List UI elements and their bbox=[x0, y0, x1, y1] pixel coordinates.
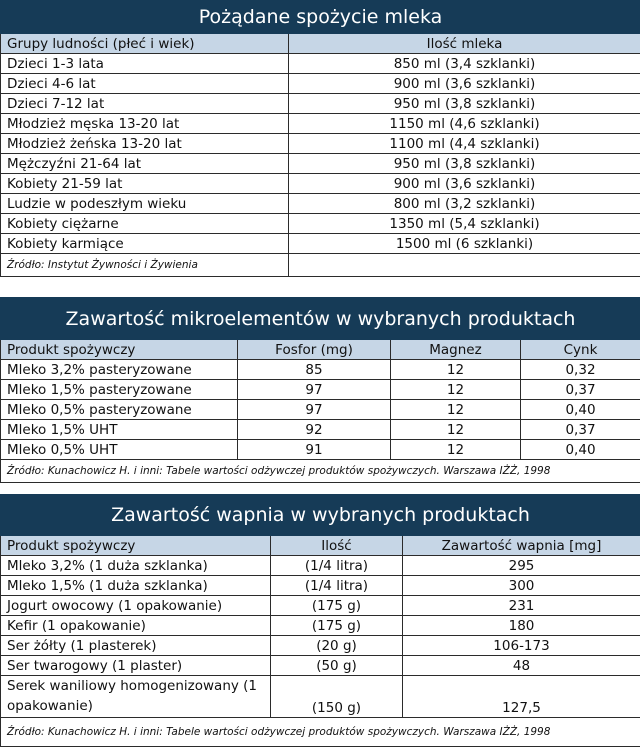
amount-cell: (20 g) bbox=[271, 636, 403, 656]
table-row bbox=[1, 656, 640, 676]
product-cell: Mleko 1,5% UHT bbox=[1, 420, 238, 440]
column-header: Produkt spożywczy bbox=[1, 536, 271, 556]
magnesium-cell: 12 bbox=[391, 440, 521, 460]
table-row bbox=[1, 214, 640, 234]
column-header: Produkt spożywczy bbox=[1, 340, 238, 360]
calcium-cell: 295 bbox=[403, 556, 640, 576]
table-row bbox=[1, 134, 640, 154]
group-cell: Kobiety karmiące bbox=[1, 234, 289, 254]
product-cell: Ser żółty (1 plasterek) bbox=[1, 636, 271, 656]
product-cell: Mleko 3,2% (1 duża szklanka) bbox=[1, 556, 271, 576]
amount-cell: 1150 ml (4,6 szklanki) bbox=[289, 114, 640, 134]
calcium-cell: 48 bbox=[403, 656, 640, 676]
product-cell: Mleko 0,5% pasteryzowane bbox=[1, 400, 238, 420]
group-cell: Kobiety ciężarne bbox=[1, 214, 289, 234]
table-row bbox=[1, 380, 640, 400]
table-row bbox=[1, 676, 640, 718]
phosphorus-cell: 97 bbox=[238, 380, 391, 400]
table-row bbox=[1, 54, 640, 74]
table-row bbox=[1, 636, 640, 656]
table-row bbox=[1, 400, 640, 420]
product-cell: Serek waniliowy homogenizowany (1 opakowanie) bbox=[1, 676, 271, 718]
amount-cell: (175 g) bbox=[271, 596, 403, 616]
amount-cell: 1100 ml (4,4 szklanki) bbox=[289, 134, 640, 154]
source-row bbox=[1, 254, 640, 277]
table-row bbox=[1, 94, 640, 114]
microelements-table bbox=[0, 297, 640, 483]
column-header: Fosfor (mg) bbox=[238, 340, 391, 360]
table-row bbox=[1, 194, 640, 214]
column-header: Ilość bbox=[271, 536, 403, 556]
magnesium-cell: 12 bbox=[391, 380, 521, 400]
table-row bbox=[1, 556, 640, 576]
group-cell: Młodzież męska 13-20 lat bbox=[1, 114, 289, 134]
zinc-cell: 0,40 bbox=[521, 440, 640, 460]
amount-cell: 1500 ml (6 szklanki) bbox=[289, 234, 640, 254]
group-cell: Mężczyźni 21-64 lat bbox=[1, 154, 289, 174]
product-cell: Mleko 1,5% (1 duża szklanka) bbox=[1, 576, 271, 596]
zinc-cell: 0,37 bbox=[521, 420, 640, 440]
table-row bbox=[1, 114, 640, 134]
table-row bbox=[1, 576, 640, 596]
column-header: Cynk bbox=[521, 340, 640, 360]
empty-cell bbox=[289, 254, 640, 277]
group-cell: Dzieci 1-3 lata bbox=[1, 54, 289, 74]
group-cell: Kobiety 21-59 lat bbox=[1, 174, 289, 194]
amount-cell: 900 ml (3,6 szklanki) bbox=[289, 174, 640, 194]
source-note: Źródło: Kunachowicz H. i inni: Tabele wartości odżywczej produktów spożywczych. Warszawa IŻŻ, 1998 bbox=[1, 460, 640, 483]
product-cell: Mleko 0,5% UHT bbox=[1, 440, 238, 460]
zinc-cell: 0,37 bbox=[521, 380, 640, 400]
amount-cell: 900 ml (3,6 szklanki) bbox=[289, 74, 640, 94]
table-row bbox=[1, 74, 640, 94]
table-row bbox=[1, 154, 640, 174]
amount-cell: 950 ml (3,8 szklanki) bbox=[289, 154, 640, 174]
table-row bbox=[1, 174, 640, 194]
amount-cell: (50 g) bbox=[271, 656, 403, 676]
micro-table-title: Zawartość mikroelementów w wybranych produktach bbox=[1, 298, 640, 340]
product-cell: Mleko 1,5% pasteryzowane bbox=[1, 380, 238, 400]
magnesium-cell: 12 bbox=[391, 420, 521, 440]
amount-cell: 1350 ml (5,4 szklanki) bbox=[289, 214, 640, 234]
zinc-cell: 0,32 bbox=[521, 360, 640, 380]
product-cell: Ser twarogowy (1 plaster) bbox=[1, 656, 271, 676]
source-row bbox=[1, 460, 640, 483]
calcium-cell: 127,5 bbox=[403, 676, 640, 718]
column-header: Grupy ludności (płeć i wiek) bbox=[1, 34, 289, 54]
group-cell: Dzieci 4-6 lat bbox=[1, 74, 289, 94]
column-header: Ilość mleka bbox=[289, 34, 640, 54]
table-header-row bbox=[1, 536, 640, 556]
calcium-table bbox=[0, 494, 640, 747]
amount-cell: 850 ml (3,4 szklanki) bbox=[289, 54, 640, 74]
table-header-row bbox=[1, 340, 640, 360]
amount-cell: 800 ml (3,2 szklanki) bbox=[289, 194, 640, 214]
product-cell: Mleko 3,2% pasteryzowane bbox=[1, 360, 238, 380]
calcium-cell: 231 bbox=[403, 596, 640, 616]
zinc-cell: 0,40 bbox=[521, 400, 640, 420]
phosphorus-cell: 92 bbox=[238, 420, 391, 440]
amount-cell: (175 g) bbox=[271, 616, 403, 636]
magnesium-cell: 12 bbox=[391, 360, 521, 380]
source-note: Źródło: Kunachowicz H. i inni: Tabele wartości odżywczej produktów spożywczych. Warszawa IŻŻ, 1998 bbox=[1, 718, 640, 747]
column-header: Magnez bbox=[391, 340, 521, 360]
amount-cell: (1/4 litra) bbox=[271, 556, 403, 576]
calcium-cell: 106-173 bbox=[403, 636, 640, 656]
phosphorus-cell: 85 bbox=[238, 360, 391, 380]
table-row bbox=[1, 420, 640, 440]
table-row bbox=[1, 440, 640, 460]
amount-cell: 950 ml (3,8 szklanki) bbox=[289, 94, 640, 114]
magnesium-cell: 12 bbox=[391, 400, 521, 420]
calcium-table-title: Zawartość wapnia w wybranych produktach bbox=[1, 495, 640, 536]
phosphorus-cell: 91 bbox=[238, 440, 391, 460]
product-cell: Jogurt owocowy (1 opakowanie) bbox=[1, 596, 271, 616]
source-note: Źródło: Instytut Żywności i Żywienia bbox=[1, 254, 289, 277]
product-cell: Kefir (1 opakowanie) bbox=[1, 616, 271, 636]
group-cell: Dzieci 7-12 lat bbox=[1, 94, 289, 114]
table-row bbox=[1, 360, 640, 380]
amount-cell: (1/4 litra) bbox=[271, 576, 403, 596]
calcium-cell: 180 bbox=[403, 616, 640, 636]
table-row bbox=[1, 616, 640, 636]
table-header-row bbox=[1, 34, 640, 54]
column-header: Zawartość wapnia [mg] bbox=[403, 536, 640, 556]
amount-cell: (150 g) bbox=[271, 676, 403, 718]
calcium-cell: 300 bbox=[403, 576, 640, 596]
group-cell: Ludzie w podeszłym wieku bbox=[1, 194, 289, 214]
phosphorus-cell: 97 bbox=[238, 400, 391, 420]
table-row bbox=[1, 596, 640, 616]
group-cell: Młodzież żeńska 13-20 lat bbox=[1, 134, 289, 154]
milk-table-title: Pożądane spożycie mleka bbox=[1, 1, 640, 34]
milk-intake-table bbox=[0, 0, 640, 277]
source-row bbox=[1, 718, 640, 747]
table-row bbox=[1, 234, 640, 254]
